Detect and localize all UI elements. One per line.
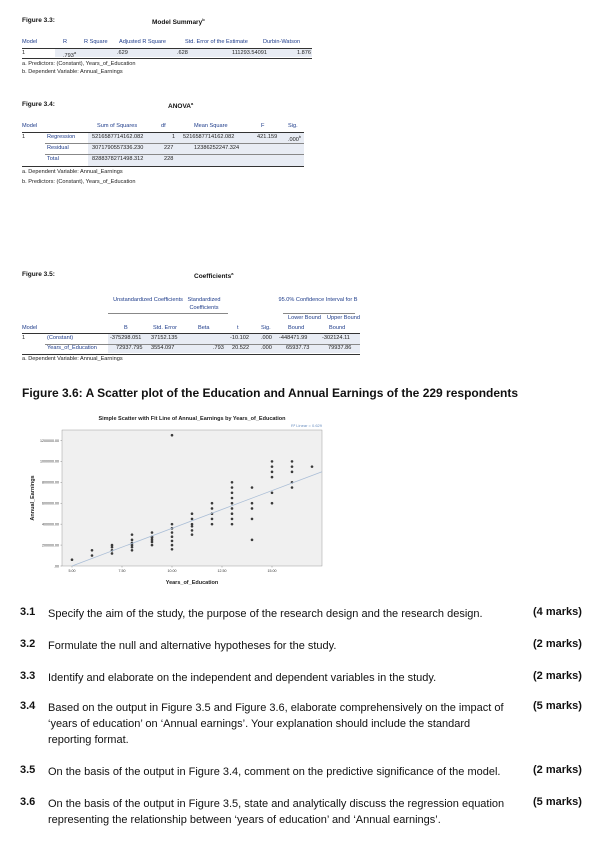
fig35-row-sig: .000	[261, 335, 272, 341]
data-point	[231, 497, 234, 500]
y-tick-label: 1200000.00	[40, 438, 59, 443]
fig34-title: ANOVA$^a$	[168, 101, 194, 111]
plot-area	[62, 430, 322, 566]
question-number: 3.4	[20, 700, 36, 712]
data-point	[231, 523, 234, 526]
fig33-rule-bottom	[22, 58, 312, 59]
fig34-model: 1	[22, 134, 26, 140]
fig35-row-t: 20.522	[232, 345, 250, 351]
question-marks: (5 marks)	[533, 700, 582, 712]
fig35-row-name: (Constant)	[47, 335, 74, 341]
question-number: 3.6	[20, 796, 36, 808]
data-point	[91, 554, 94, 557]
data-point	[191, 518, 194, 521]
fig34-row-sig: .000$^b$	[288, 134, 302, 143]
data-point	[91, 549, 94, 552]
data-point	[131, 546, 134, 549]
question-text: Identify and elaborate on the independent and dependent variables in the study.	[48, 672, 437, 684]
chart-title: Simple Scatter with Fit Line of Annual_Earnings by Years_of_Education	[98, 416, 286, 422]
question-number: 3.1	[20, 606, 36, 618]
fig33-note-b: b. Dependent Variable: Annual_Earnings	[22, 69, 123, 75]
data-point	[191, 533, 194, 536]
fig33-label: Figure 3.3:	[22, 17, 55, 24]
data-point	[251, 539, 254, 542]
data-point	[271, 476, 274, 479]
question-number: 3.3	[20, 670, 36, 682]
fig33-header-se: Std. Error of the Estimate	[185, 39, 248, 45]
fig34-row-ms: 5216587714162.082	[183, 134, 235, 140]
data-point	[171, 540, 174, 543]
fig33-header-model: Model	[22, 39, 38, 45]
fig34-header-ss: Sum of Squares	[97, 123, 138, 129]
fig35-sub-bound: Bound	[329, 325, 346, 331]
fig35-row-beta: .793	[213, 345, 224, 351]
data-point	[171, 535, 174, 538]
data-point	[251, 486, 254, 489]
x-tick-label: 12.50	[217, 569, 227, 573]
data-point	[291, 465, 294, 468]
fig34-header-sig: Sig.	[288, 123, 298, 129]
data-point	[251, 518, 254, 521]
fig35-sub-lower: Lower Bound	[288, 315, 321, 321]
fig35-label: Figure 3.5:	[22, 271, 55, 278]
fig34-rule-bottom	[22, 166, 304, 167]
y-axis	[40, 439, 62, 569]
fig35-row-lb: -448471.99	[279, 335, 308, 341]
fig35-sub-model: Model	[22, 325, 38, 331]
fig34-row-ss: 3071790557336.230	[92, 145, 144, 151]
fig34-header-ms: Mean Square	[194, 123, 228, 129]
fig33-note-a: a. Predictors: (Constant), Years_of_Education	[22, 61, 136, 67]
data-point	[231, 486, 234, 489]
data-point	[211, 502, 214, 505]
fig35-sub-upper: Upper Bound	[327, 315, 360, 321]
fig34-row-ss: 8288378271498.312	[92, 156, 144, 162]
fig34-row-df: 228	[164, 156, 174, 162]
data-point	[191, 512, 194, 515]
question-text: Formulate the null and alternative hypotheses for the study.	[48, 640, 337, 652]
fig35-title: Coefficients$^a$	[194, 271, 234, 281]
x-tick-label: 10.00	[167, 569, 177, 573]
fig35-row-b: 72937.795	[116, 345, 143, 351]
fig34-row-ss: 5216587714162.082	[92, 134, 144, 140]
fig35-row-se: 3554.097	[151, 345, 175, 351]
data-point	[131, 533, 134, 536]
fig34-row-divider	[45, 154, 304, 155]
fig34-row-df: 227	[164, 145, 174, 151]
y-tick-label: 600000.00	[42, 501, 59, 506]
data-point	[231, 502, 234, 505]
data-point	[151, 536, 154, 539]
data-point	[231, 481, 234, 484]
fig35-row-name: Years_of_Education	[47, 345, 97, 351]
data-point	[151, 544, 154, 547]
fig35-sub-bound: Bound	[288, 325, 305, 331]
fig33-header-dw: Durbin-Watson	[263, 39, 301, 45]
fig33-r: .793$^a$	[63, 50, 77, 59]
data-point	[271, 460, 274, 463]
data-point	[291, 471, 294, 474]
fig35-sub-t: t	[237, 325, 239, 331]
fig35-row-ub: -302124.11	[322, 335, 350, 341]
data-point	[231, 491, 234, 494]
fig35-group-rule	[108, 313, 228, 314]
chart-legend: R² Linear = 0.629	[290, 423, 322, 428]
y-tick-label: 200000.00	[42, 543, 59, 548]
fig34-row-divider	[45, 143, 304, 144]
data-point	[111, 552, 114, 555]
fig35-row-b: -375298.051	[110, 335, 142, 341]
x-tick-label: 7.50	[118, 569, 126, 573]
data-point	[251, 502, 254, 505]
data-point	[271, 502, 274, 505]
question-marks: (5 marks)	[533, 796, 582, 808]
question-text: Based on the output in Figure 3.5 and Figure 3.6, elaborate comprehensively on the impact of ‘years of education’ on ‘Annual earnings’. Your explanation should include the standard reporting format.	[48, 702, 504, 746]
fig35-row-sig: .000	[261, 345, 272, 351]
fig35-group-std: Standardized Coefficients	[187, 297, 221, 311]
data-point	[171, 434, 174, 437]
question-marks: (2 marks)	[533, 638, 582, 650]
fig33-title: Model Summary$^b$	[152, 17, 205, 27]
fig33-adj: .628	[177, 50, 188, 56]
fig34-row-ms: 12386252247.324	[194, 145, 240, 151]
y-tick-label: .00	[54, 564, 59, 569]
fig35-sub-b: B	[124, 325, 128, 331]
fig34-header-df: df	[161, 123, 166, 129]
question-text: Specify the aim of the study, the purpose of the research design and the research design.	[48, 608, 483, 620]
data-point	[211, 518, 214, 521]
data-point	[131, 539, 134, 542]
fig35-group-unstd: Unstandardized Coefficients	[113, 297, 183, 303]
data-point	[251, 507, 254, 510]
data-point	[271, 491, 274, 494]
data-point	[211, 523, 214, 526]
x-axis	[69, 566, 277, 573]
fig33-header-r: R	[63, 39, 68, 45]
question-text: On the basis of the output in Figure 3.4, comment on the predictive significance of the model.	[48, 766, 501, 778]
fig33-header-rsq: R Square	[84, 39, 108, 45]
fig35-group-ci: 95.0% Confidence Interval for B	[278, 297, 358, 303]
fig34-row-df: 1	[172, 134, 176, 140]
data-point	[211, 507, 214, 510]
fig35-row-se: 37152.135	[151, 335, 178, 341]
fig33-se: 111293.54091	[232, 50, 267, 56]
fig34-note-a: a. Dependent Variable: Annual_Earnings	[22, 169, 123, 175]
data-point	[291, 460, 294, 463]
x-tick-label: 5.00	[68, 569, 76, 573]
fig35-sub-se: Std. Error	[153, 325, 177, 331]
fig34-row-name: Residual	[47, 145, 69, 151]
fig35-row-t: -10.102	[230, 335, 249, 341]
x-tick-label: 15.00	[267, 569, 277, 573]
data-point	[271, 471, 274, 474]
fig34-row-name: Total	[47, 156, 59, 162]
fig33-rsq: .629	[117, 50, 128, 56]
data-point	[151, 541, 154, 544]
question-marks: (2 marks)	[533, 764, 582, 776]
fig34-note-b: b. Predictors: (Constant), Years_of_Education	[22, 179, 136, 185]
data-point	[71, 558, 74, 561]
fig34-header-f: F	[261, 123, 265, 129]
data-point	[131, 549, 134, 552]
data-point	[271, 465, 274, 468]
data-point	[231, 512, 234, 515]
question-marks: (2 marks)	[533, 670, 582, 682]
fig34-row-name: Regression	[47, 134, 76, 140]
data-point	[111, 546, 114, 549]
data-point	[231, 507, 234, 510]
fig33-dw: 1.876	[297, 50, 311, 56]
x-axis-label: Years_of_Education	[165, 580, 219, 586]
data-point	[311, 465, 314, 468]
fig35-row-lb: 65937.73	[286, 345, 310, 351]
fig35-row-ub: 79937.86	[328, 345, 352, 351]
fig36-caption: Figure 3.6: A Scatter plot of the Education and Annual Earnings of the 229 respondents	[22, 386, 519, 400]
data-point	[151, 531, 154, 534]
y-tick-label: 400000.00	[42, 522, 59, 527]
fig35-note-a: a. Dependent Variable: Annual_Earnings	[22, 356, 123, 362]
data-point	[231, 518, 234, 521]
fig34-row-f: 421.159	[257, 134, 278, 140]
question-number: 3.5	[20, 764, 36, 776]
fig34-label: Figure 3.4:	[22, 101, 55, 108]
data-point	[171, 548, 174, 551]
data-point	[171, 523, 174, 526]
question-marks: (4 marks)	[533, 606, 582, 618]
fig35-model: 1	[22, 335, 26, 341]
fig33-model: 1	[22, 50, 26, 56]
y-axis-label: Annual_Earnings	[30, 475, 36, 521]
y-tick-label: 800000.00	[42, 480, 59, 485]
data-point	[191, 523, 194, 526]
data-point	[171, 531, 174, 534]
y-tick-label: 1000000.00	[40, 459, 59, 464]
data-point	[171, 544, 174, 547]
data-point	[191, 529, 194, 532]
fig34-header-model: Model	[22, 123, 38, 129]
scatter-plot	[22, 408, 332, 588]
fig33-header-adj: Adjusted R Square	[119, 39, 166, 45]
question-text: On the basis of the output in Figure 3.5, state and analytically discuss the regression equation representing the relationship between ‘years of education’ and ‘Annual earnings’.	[48, 798, 505, 826]
data-point	[291, 486, 294, 489]
fig35-group-rule	[283, 313, 355, 314]
fig35-sub-sig: Sig.	[261, 325, 271, 331]
fig35-sub-beta: Beta	[198, 325, 210, 331]
question-number: 3.2	[20, 638, 36, 650]
fig35-rule-bottom	[22, 354, 360, 355]
